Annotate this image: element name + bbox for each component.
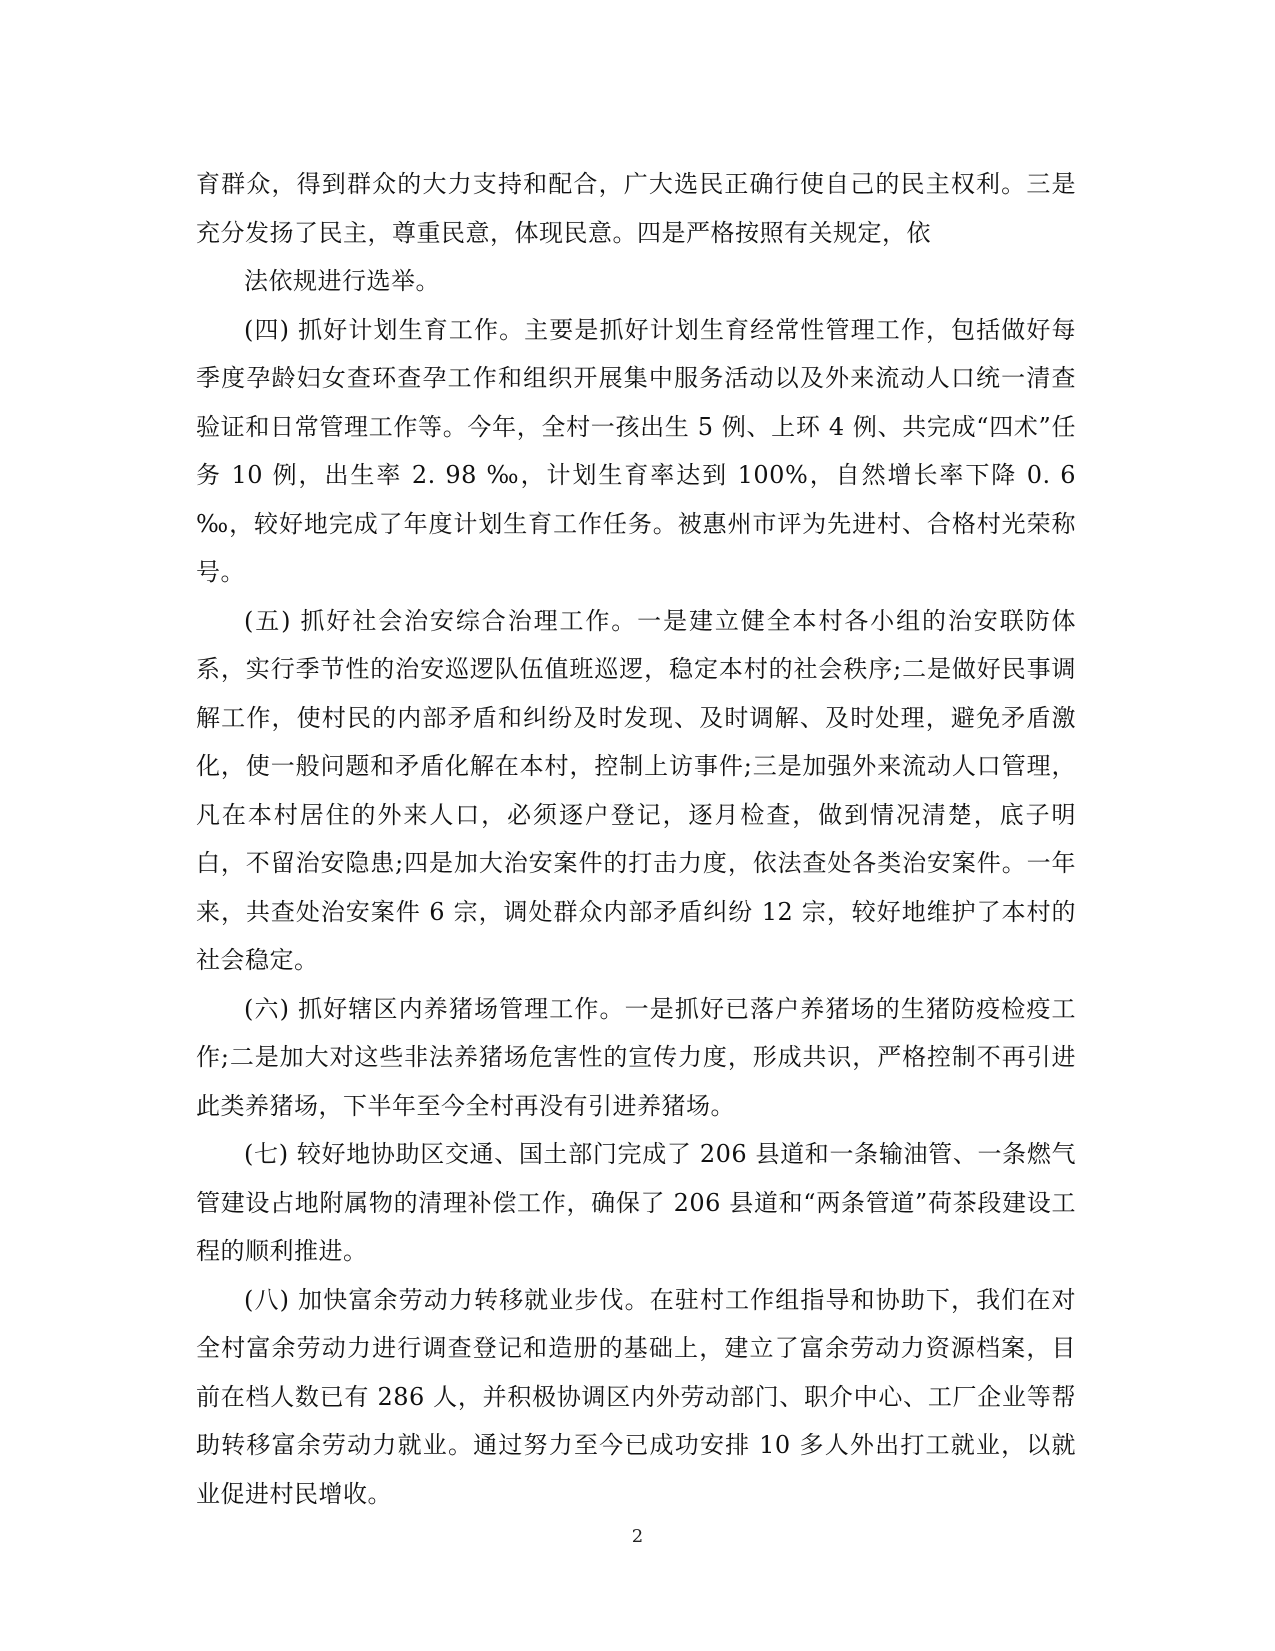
paragraph-public-security: (五) 抓好社会治安综合治理工作。一是建立健全本村各小组的治安联防体系，实行季节性的治安巡逻队伍值班巡逻，稳定本村的社会秩序;二是做好民事调解工作，使村民的内部矛盾和纠纷及时发现、及时调解、及时处理，避免矛盾激化，使一般问题和矛盾化解在本村，控制上访事件;三是加强外来流动人口管理，凡在本村居住的外来人口，必须逐户登记，逐月检查，做到情况清楚，底子明白，不留治安隐患;四是加大治安案件的打击力度，依法查处各类治安案件。一年来，共查处治安案件 6 宗，调处群众内部矛盾纠纷 12 宗，较好地维护了本村的社会稳定。 xyxy=(196,606,1076,974)
page-number: 2 xyxy=(631,1526,644,1547)
document-body xyxy=(196,160,1076,1518)
paragraph-family-planning: (四) 抓好计划生育工作。主要是抓好计划生育经常性管理工作，包括做好每季度孕龄妇女查环查孕工作和组织开展集中服务活动以及外来流动人口统一清查验证和日常管理工作等。今年，全村一孩出生 5 例、上环 4 例、共完成“四术”任务 10 例，出生率 2. 98 ‰，计划生育率达到 100%，自然增长率下降 0. 6 ‰，较好地完成了年度计划生育工作任务。被惠州市评为先进村、合格村光荣称号。 xyxy=(196,315,1076,586)
paragraph-continuation: 育群众，得到群众的大力支持和配合，广大选民正确行使自己的民主权利。三是充分发扬了民主，尊重民意，体现民意。四是严格按照有关规定，依 xyxy=(196,170,1076,247)
paragraph-road-pipeline: (七) 较好地协助区交通、国土部门完成了 206 县道和一条输油管、一条燃气管建设占地附属物的清理补偿工作，确保了 206 县道和“两条管道”荷茶段建设工程的顺利推进。 xyxy=(196,1140,1076,1265)
paragraph-election-end: 法依规进行选举。 xyxy=(244,267,440,295)
paragraph-labor-employment: (八) 加快富余劳动力转移就业步伐。在驻村工作组指导和协助下，我们在对全村富余劳动力进行调查登记和造册的基础上，建立了富余劳动力资源档案，目前在档人数已有 286 人，并积极协调区内外劳动部门、职介中心、工厂企业等帮助转移富余劳动力就业。通过努力至今已成功安排 10 多人外出打工就业，以就业促进村民增收。 xyxy=(196,1285,1076,1508)
paragraph-pig-farm: (六) 抓好辖区内养猪场管理工作。一是抓好已落户养猪场的生猪防疫检疫工作;二是加大对这些非法养猪场危害性的宣传力度，形成共识，严格控制不再引进此类养猪场，下半年至今全村再没有引进养猪场。 xyxy=(196,994,1076,1120)
